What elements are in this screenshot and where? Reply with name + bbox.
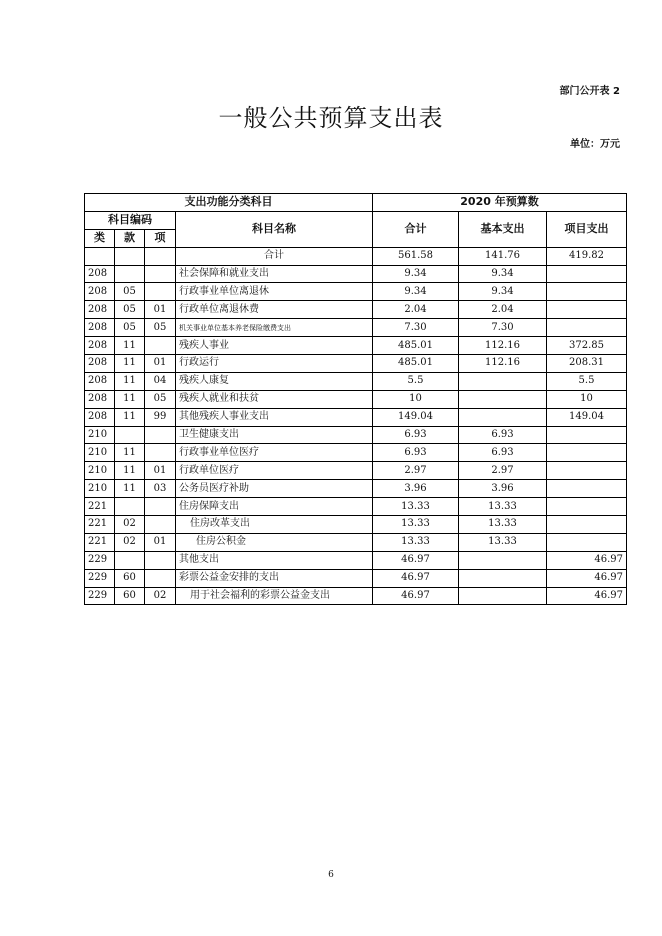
table-row bbox=[85, 390, 627, 408]
xiang-cell bbox=[145, 569, 176, 587]
lei-cell: 208 bbox=[85, 301, 115, 319]
lei-cell: 208 bbox=[85, 283, 115, 301]
total-cell: 149.04 bbox=[373, 408, 459, 426]
xiang-cell: 03 bbox=[145, 480, 176, 498]
total-cell: 13.33 bbox=[373, 516, 459, 534]
lei-cell: 210 bbox=[85, 462, 115, 480]
page-title: 一般公共预算支出表 bbox=[218, 104, 444, 132]
lei-cell: 221 bbox=[85, 533, 115, 551]
basic-cell bbox=[459, 390, 547, 408]
xiang-cell: 05 bbox=[145, 319, 176, 337]
basic-cell bbox=[459, 372, 547, 390]
total-cell: 6.93 bbox=[373, 444, 459, 462]
lei-cell: 208 bbox=[85, 355, 115, 373]
xiang-cell bbox=[145, 265, 176, 283]
basic-cell: 112.16 bbox=[459, 337, 547, 355]
xiang-cell bbox=[145, 516, 176, 534]
name-cell: 住房改革支出 bbox=[176, 516, 373, 534]
xiang-cell: 99 bbox=[145, 408, 176, 426]
basic-cell: 6.93 bbox=[459, 426, 547, 444]
total-cell: 46.97 bbox=[373, 551, 459, 569]
total-cell: 9.34 bbox=[373, 265, 459, 283]
total-header: 合计 bbox=[373, 211, 459, 247]
total-cell: 6.93 bbox=[373, 426, 459, 444]
table-row bbox=[85, 498, 627, 516]
basic-cell: 6.93 bbox=[459, 444, 547, 462]
basic-cell bbox=[459, 551, 547, 569]
basic-cell: 9.34 bbox=[459, 283, 547, 301]
table-row bbox=[85, 301, 627, 319]
xiang-cell bbox=[145, 337, 176, 355]
total-basic: 141.76 bbox=[459, 247, 547, 265]
kuan-cell bbox=[115, 426, 145, 444]
project-cell: 46.97 bbox=[547, 551, 627, 569]
total-cell: 10 bbox=[373, 390, 459, 408]
project-cell: 46.97 bbox=[547, 587, 627, 605]
kuan-cell: 11 bbox=[115, 390, 145, 408]
table-row bbox=[85, 480, 627, 498]
kuan-cell: 11 bbox=[115, 337, 145, 355]
table-row bbox=[85, 372, 627, 390]
total-cell: 2.04 bbox=[373, 301, 459, 319]
project-cell: 149.04 bbox=[547, 408, 627, 426]
kuan-cell: 02 bbox=[115, 533, 145, 551]
name-cell: 机关事业单位基本养老保险缴费支出 bbox=[176, 319, 373, 337]
project-cell: 372.85 bbox=[547, 337, 627, 355]
project-cell: 208.31 bbox=[547, 355, 627, 373]
name-cell: 行政单位离退休费 bbox=[176, 301, 373, 319]
basic-cell: 13.33 bbox=[459, 533, 547, 551]
project-cell bbox=[547, 426, 627, 444]
total-cell: 46.97 bbox=[373, 569, 459, 587]
kuan-cell: 60 bbox=[115, 569, 145, 587]
table-row bbox=[85, 337, 627, 355]
total-label: 合计 bbox=[176, 247, 373, 265]
name-cell: 用于社会福利的彩票公益金支出 bbox=[176, 587, 373, 605]
project-cell bbox=[547, 444, 627, 462]
lei-cell: 210 bbox=[85, 426, 115, 444]
lei-cell: 210 bbox=[85, 444, 115, 462]
basic-cell: 2.04 bbox=[459, 301, 547, 319]
lei-cell: 229 bbox=[85, 587, 115, 605]
kuan-cell: 11 bbox=[115, 408, 145, 426]
basic-cell bbox=[459, 408, 547, 426]
total-cell: 485.01 bbox=[373, 337, 459, 355]
basic-cell: 112.16 bbox=[459, 355, 547, 373]
name-cell: 卫生健康支出 bbox=[176, 426, 373, 444]
project-cell: 5.5 bbox=[547, 372, 627, 390]
project-cell bbox=[547, 265, 627, 283]
lei-cell: 208 bbox=[85, 337, 115, 355]
kuan-cell: 05 bbox=[115, 301, 145, 319]
table-row bbox=[85, 587, 627, 605]
table-row bbox=[85, 355, 627, 373]
kuan-cell: 05 bbox=[115, 283, 145, 301]
lei-cell: 210 bbox=[85, 480, 115, 498]
table-row bbox=[85, 408, 627, 426]
name-cell: 社会保障和就业支出 bbox=[176, 265, 373, 283]
xiang-cell bbox=[145, 444, 176, 462]
name-header: 科目名称 bbox=[176, 211, 373, 247]
basic-cell: 3.96 bbox=[459, 480, 547, 498]
xiang-cell: 01 bbox=[145, 355, 176, 373]
table-row bbox=[85, 551, 627, 569]
total-cell: 9.34 bbox=[373, 283, 459, 301]
xiang-cell: 04 bbox=[145, 372, 176, 390]
kuan-cell: 05 bbox=[115, 319, 145, 337]
kuan-cell bbox=[115, 265, 145, 283]
project-cell: 10 bbox=[547, 390, 627, 408]
basic-header: 基本支出 bbox=[459, 211, 547, 247]
total-cell: 7.30 bbox=[373, 319, 459, 337]
name-cell: 公务员医疗补助 bbox=[176, 480, 373, 498]
name-cell: 彩票公益金安排的支出 bbox=[176, 569, 373, 587]
name-cell: 其他支出 bbox=[176, 551, 373, 569]
kuan-header: 款 bbox=[115, 229, 145, 247]
lei-cell: 229 bbox=[85, 569, 115, 587]
name-cell: 行政单位医疗 bbox=[176, 462, 373, 480]
xiang-cell: 01 bbox=[145, 533, 176, 551]
budget-expenditure-table bbox=[84, 193, 627, 605]
kuan-cell bbox=[115, 498, 145, 516]
xiang-header: 项 bbox=[145, 229, 176, 247]
lei-cell: 221 bbox=[85, 498, 115, 516]
project-cell bbox=[547, 480, 627, 498]
total-cell: 3.96 bbox=[373, 480, 459, 498]
total-cell: 46.97 bbox=[373, 587, 459, 605]
xiang-cell: 01 bbox=[145, 462, 176, 480]
lei-cell: 229 bbox=[85, 551, 115, 569]
lei-cell: 221 bbox=[85, 516, 115, 534]
kuan-cell: 11 bbox=[115, 480, 145, 498]
page-number: 6 bbox=[328, 870, 334, 880]
xiang-cell bbox=[145, 551, 176, 569]
total-total: 561.58 bbox=[373, 247, 459, 265]
basic-cell: 7.30 bbox=[459, 319, 547, 337]
total-cell: 13.33 bbox=[373, 533, 459, 551]
table-row bbox=[85, 444, 627, 462]
table-row bbox=[85, 462, 627, 480]
name-cell: 残疾人康复 bbox=[176, 372, 373, 390]
lei-cell: 208 bbox=[85, 390, 115, 408]
basic-cell: 9.34 bbox=[459, 265, 547, 283]
basic-cell bbox=[459, 587, 547, 605]
table-row bbox=[85, 426, 627, 444]
name-cell: 行政事业单位医疗 bbox=[176, 444, 373, 462]
total-cell: 485.01 bbox=[373, 355, 459, 373]
lei-cell: 208 bbox=[85, 408, 115, 426]
total-cell: 13.33 bbox=[373, 498, 459, 516]
xiang-cell: 05 bbox=[145, 390, 176, 408]
project-cell bbox=[547, 533, 627, 551]
total-cell: 5.5 bbox=[373, 372, 459, 390]
table-row bbox=[85, 569, 627, 587]
name-cell: 行政事业单位离退休 bbox=[176, 283, 373, 301]
table-row bbox=[85, 319, 627, 337]
basic-cell bbox=[459, 569, 547, 587]
total-cell: 2.97 bbox=[373, 462, 459, 480]
kuan-cell: 02 bbox=[115, 516, 145, 534]
group-header-function: 支出功能分类科目 bbox=[85, 194, 373, 212]
table-row bbox=[85, 516, 627, 534]
project-cell: 46.97 bbox=[547, 569, 627, 587]
basic-cell: 13.33 bbox=[459, 516, 547, 534]
table-row bbox=[85, 533, 627, 551]
xiang-cell bbox=[145, 498, 176, 516]
lei-cell: 208 bbox=[85, 319, 115, 337]
lei-header: 类 bbox=[85, 229, 115, 247]
total-row bbox=[85, 247, 627, 265]
project-cell bbox=[547, 301, 627, 319]
total-project: 419.82 bbox=[547, 247, 627, 265]
kuan-cell: 11 bbox=[115, 444, 145, 462]
kuan-cell: 11 bbox=[115, 372, 145, 390]
table-row bbox=[85, 265, 627, 283]
project-cell bbox=[547, 319, 627, 337]
table-label: 部门公开表 2 bbox=[559, 86, 620, 97]
lei-cell: 208 bbox=[85, 372, 115, 390]
code-header: 科目编码 bbox=[85, 211, 176, 229]
project-cell bbox=[547, 462, 627, 480]
xiang-cell bbox=[145, 426, 176, 444]
basic-cell: 13.33 bbox=[459, 498, 547, 516]
xiang-cell: 02 bbox=[145, 587, 176, 605]
lei-cell: 208 bbox=[85, 265, 115, 283]
group-header-budget: 2020 年预算数 bbox=[373, 194, 627, 212]
kuan-cell: 11 bbox=[115, 462, 145, 480]
kuan-cell: 60 bbox=[115, 587, 145, 605]
name-cell: 残疾人事业 bbox=[176, 337, 373, 355]
project-cell bbox=[547, 498, 627, 516]
kuan-cell bbox=[115, 551, 145, 569]
basic-cell: 2.97 bbox=[459, 462, 547, 480]
project-cell bbox=[547, 283, 627, 301]
name-cell: 行政运行 bbox=[176, 355, 373, 373]
table-row bbox=[85, 283, 627, 301]
name-cell: 其他残疾人事业支出 bbox=[176, 408, 373, 426]
unit-label: 单位：万元 bbox=[570, 139, 620, 150]
xiang-cell bbox=[145, 283, 176, 301]
xiang-cell: 01 bbox=[145, 301, 176, 319]
name-cell: 残疾人就业和扶贫 bbox=[176, 390, 373, 408]
project-header: 项目支出 bbox=[547, 211, 627, 247]
kuan-cell: 11 bbox=[115, 355, 145, 373]
name-cell: 住房保障支出 bbox=[176, 498, 373, 516]
project-cell bbox=[547, 516, 627, 534]
name-cell: 住房公积金 bbox=[176, 533, 373, 551]
